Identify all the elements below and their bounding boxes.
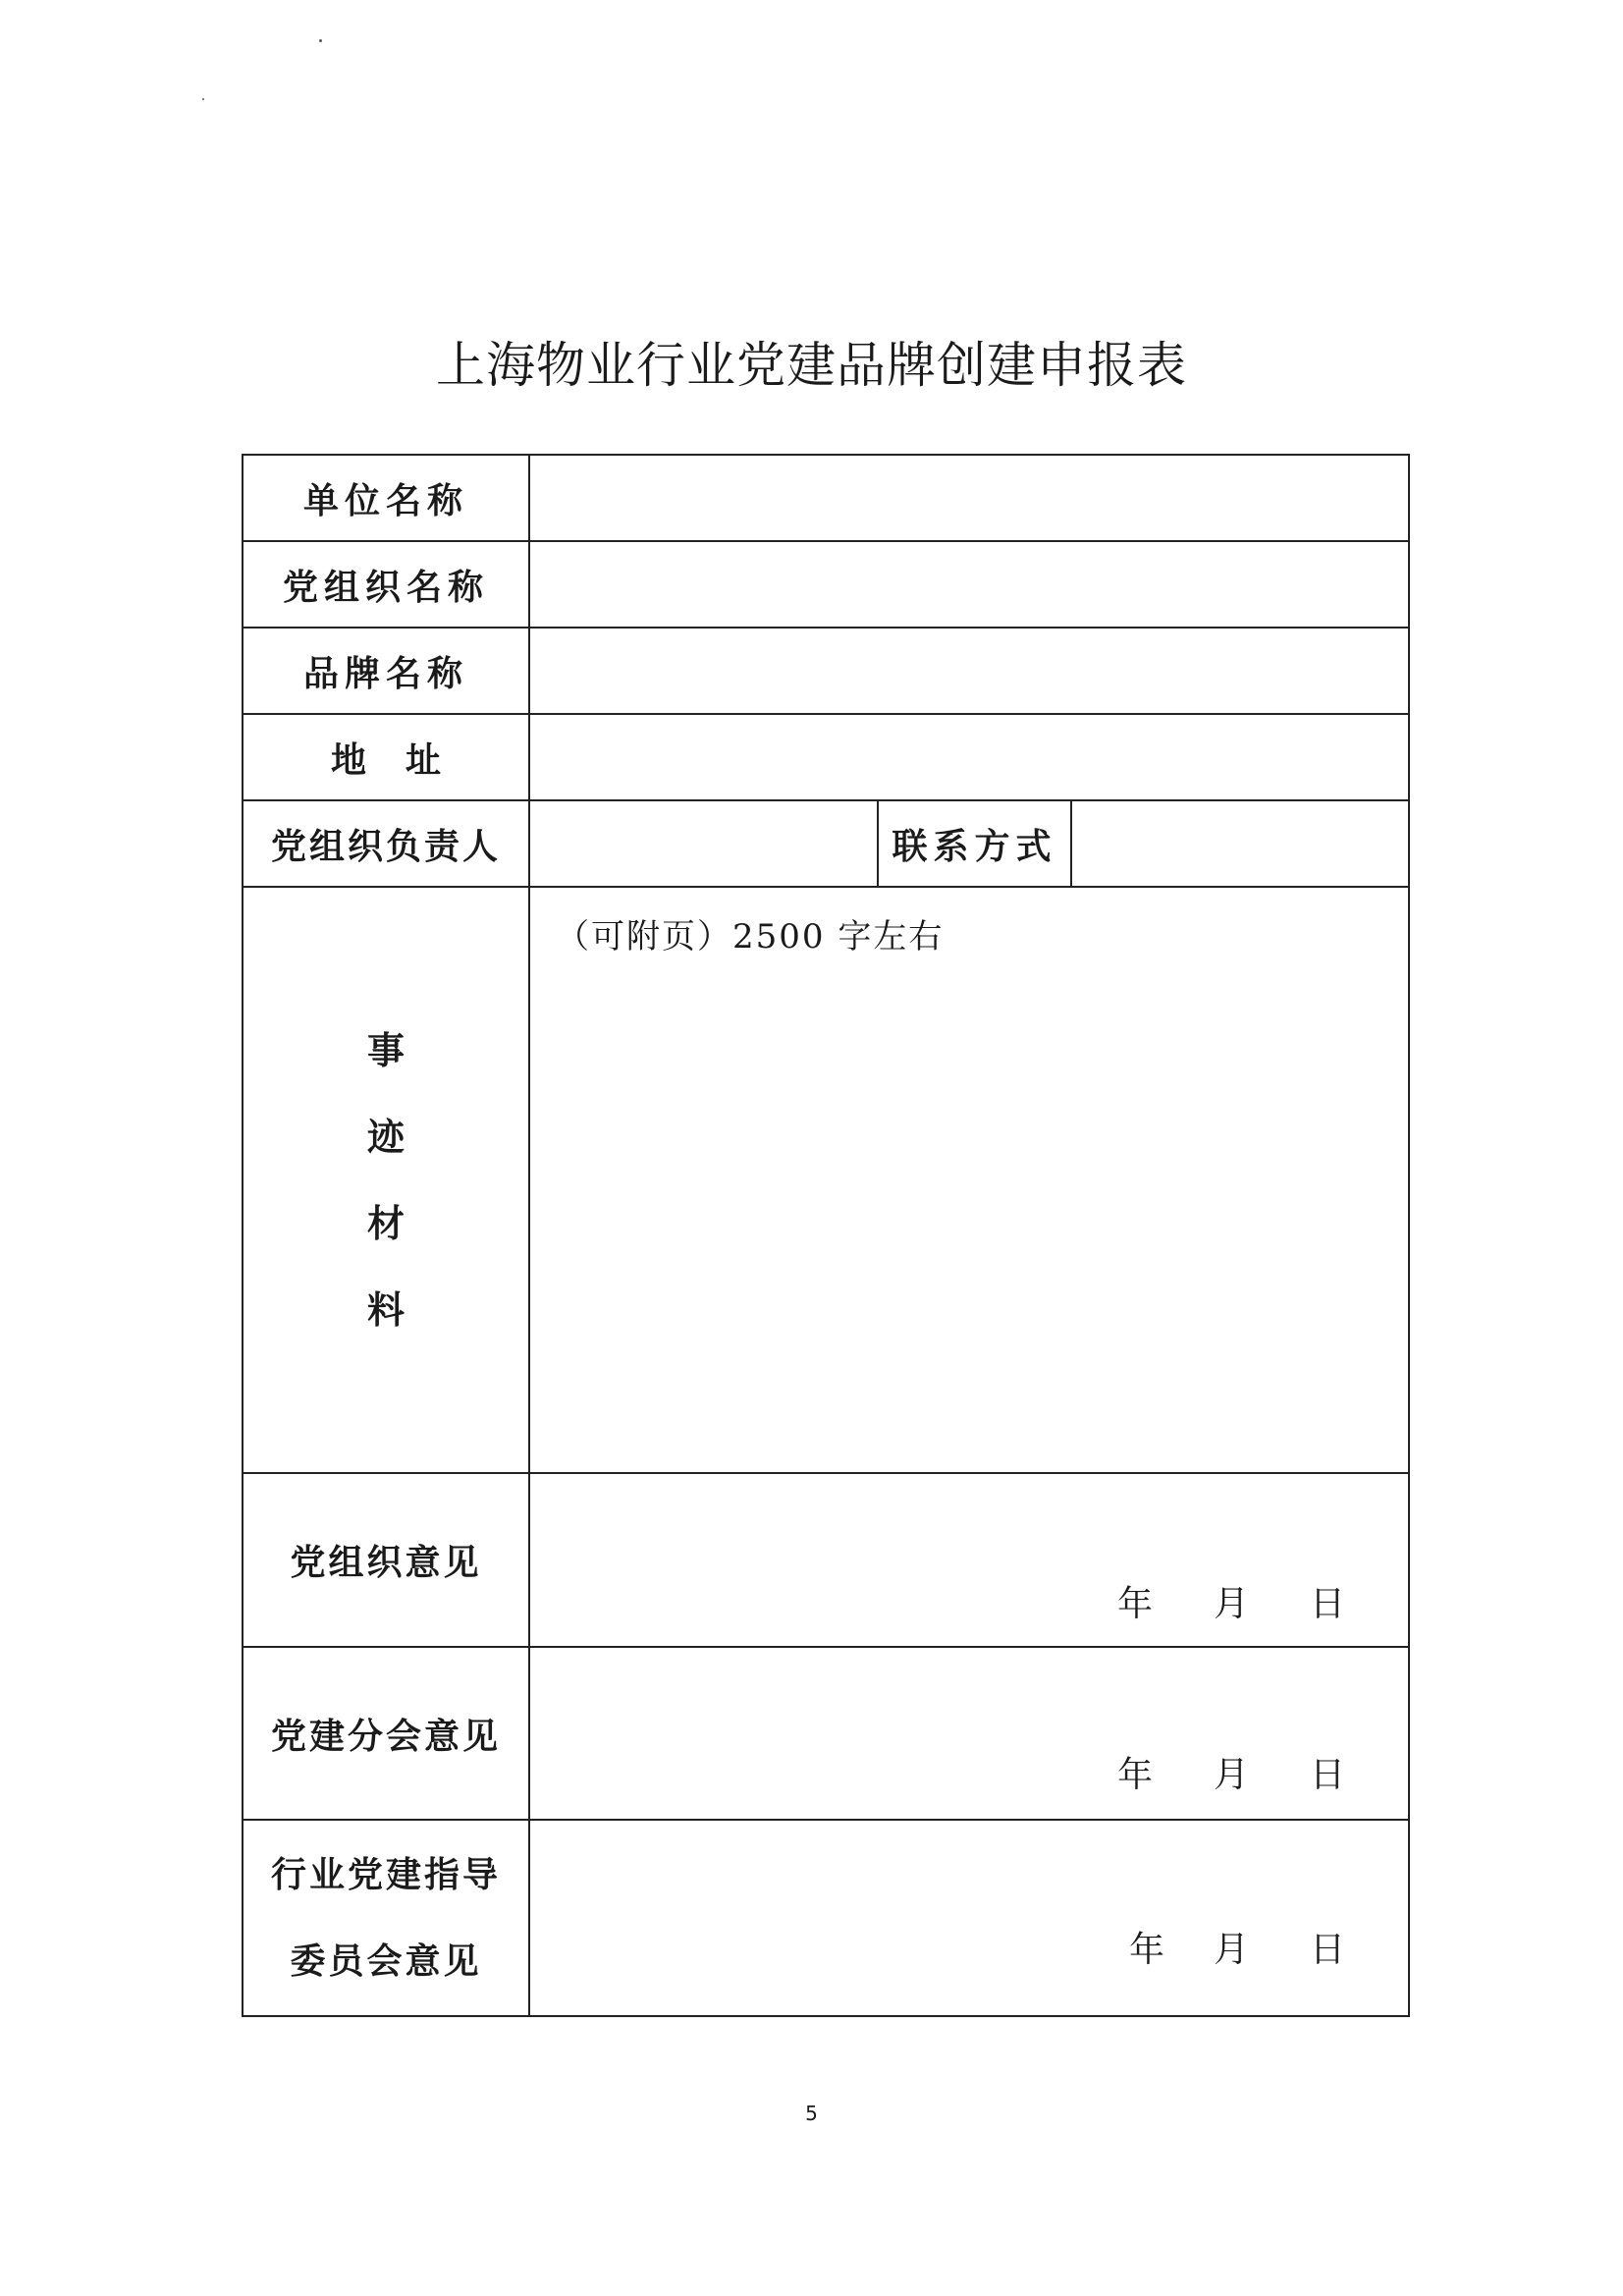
committee-label-line2: 委员会意见: [290, 1941, 482, 1982]
committee-label-line1: 行业党建指导: [270, 1854, 501, 1895]
date-month-label: 月: [1214, 1755, 1250, 1795]
page-number: 5: [805, 2102, 818, 2125]
date-line: [1117, 1576, 1345, 1626]
party-org-opinion-field[interactable]: [529, 1473, 1409, 1647]
page-title: 上海物业行业党建品牌创建申报表: [436, 336, 1187, 394]
brand-name-label: 品牌名称: [243, 628, 529, 714]
deeds-label: [243, 887, 529, 1473]
date-month-label: 月: [1214, 1930, 1250, 1970]
branch-opinion-field[interactable]: [529, 1647, 1409, 1820]
deeds-hint-text: （可附页）2500 字左右: [556, 917, 945, 957]
row-address: [243, 714, 1409, 800]
contact-field[interactable]: [1071, 800, 1409, 887]
party-org-name-label: 党组织名称: [243, 541, 529, 628]
deeds-label-char: 材: [366, 1200, 405, 1245]
row-party-org-name: [243, 541, 1409, 628]
date-year-label: 年: [1128, 1930, 1164, 1970]
deeds-content-field[interactable]: [529, 887, 1409, 1473]
date-day-label: 日: [1310, 1584, 1346, 1624]
row-deeds: [243, 887, 1409, 1473]
date-line: [1129, 1922, 1345, 1972]
row-party-org-opinion: [243, 1473, 1409, 1647]
party-leader-label: 党组织负责人: [243, 800, 529, 887]
party-org-opinion-label: 党组织意见: [243, 1473, 529, 1647]
date-day-label: 日: [1310, 1755, 1346, 1795]
scan-speck: [319, 39, 322, 42]
application-form-table: [242, 454, 1410, 2017]
row-unit-name: [243, 455, 1409, 541]
date-year-label: 年: [1116, 1584, 1153, 1624]
committee-opinion-field[interactable]: [529, 1820, 1409, 2016]
address-label: 地址: [243, 714, 529, 800]
deeds-label-char: 料: [366, 1286, 405, 1332]
deeds-label-char: 迹: [366, 1114, 405, 1159]
date-line: [1117, 1747, 1345, 1797]
party-org-name-field[interactable]: [529, 541, 1409, 628]
brand-name-field[interactable]: [529, 628, 1409, 714]
row-brand-name: [243, 628, 1409, 714]
row-leader-contact: [243, 800, 1409, 887]
date-year-label: 年: [1116, 1755, 1153, 1795]
committee-opinion-label: [243, 1820, 529, 2016]
row-committee-opinion: [243, 1820, 1409, 2016]
party-leader-field[interactable]: [529, 800, 878, 887]
address-field[interactable]: [529, 714, 1409, 800]
branch-opinion-label: 党建分会意见: [243, 1647, 529, 1820]
scan-speck: [202, 98, 204, 100]
deeds-label-char: 事: [366, 1027, 405, 1072]
unit-name-field[interactable]: [529, 455, 1409, 541]
contact-label: 联系方式: [878, 800, 1071, 887]
date-month-label: 月: [1214, 1584, 1250, 1624]
unit-name-label: 单位名称: [243, 455, 529, 541]
date-day-label: 日: [1310, 1930, 1346, 1970]
row-branch-opinion: [243, 1647, 1409, 1820]
